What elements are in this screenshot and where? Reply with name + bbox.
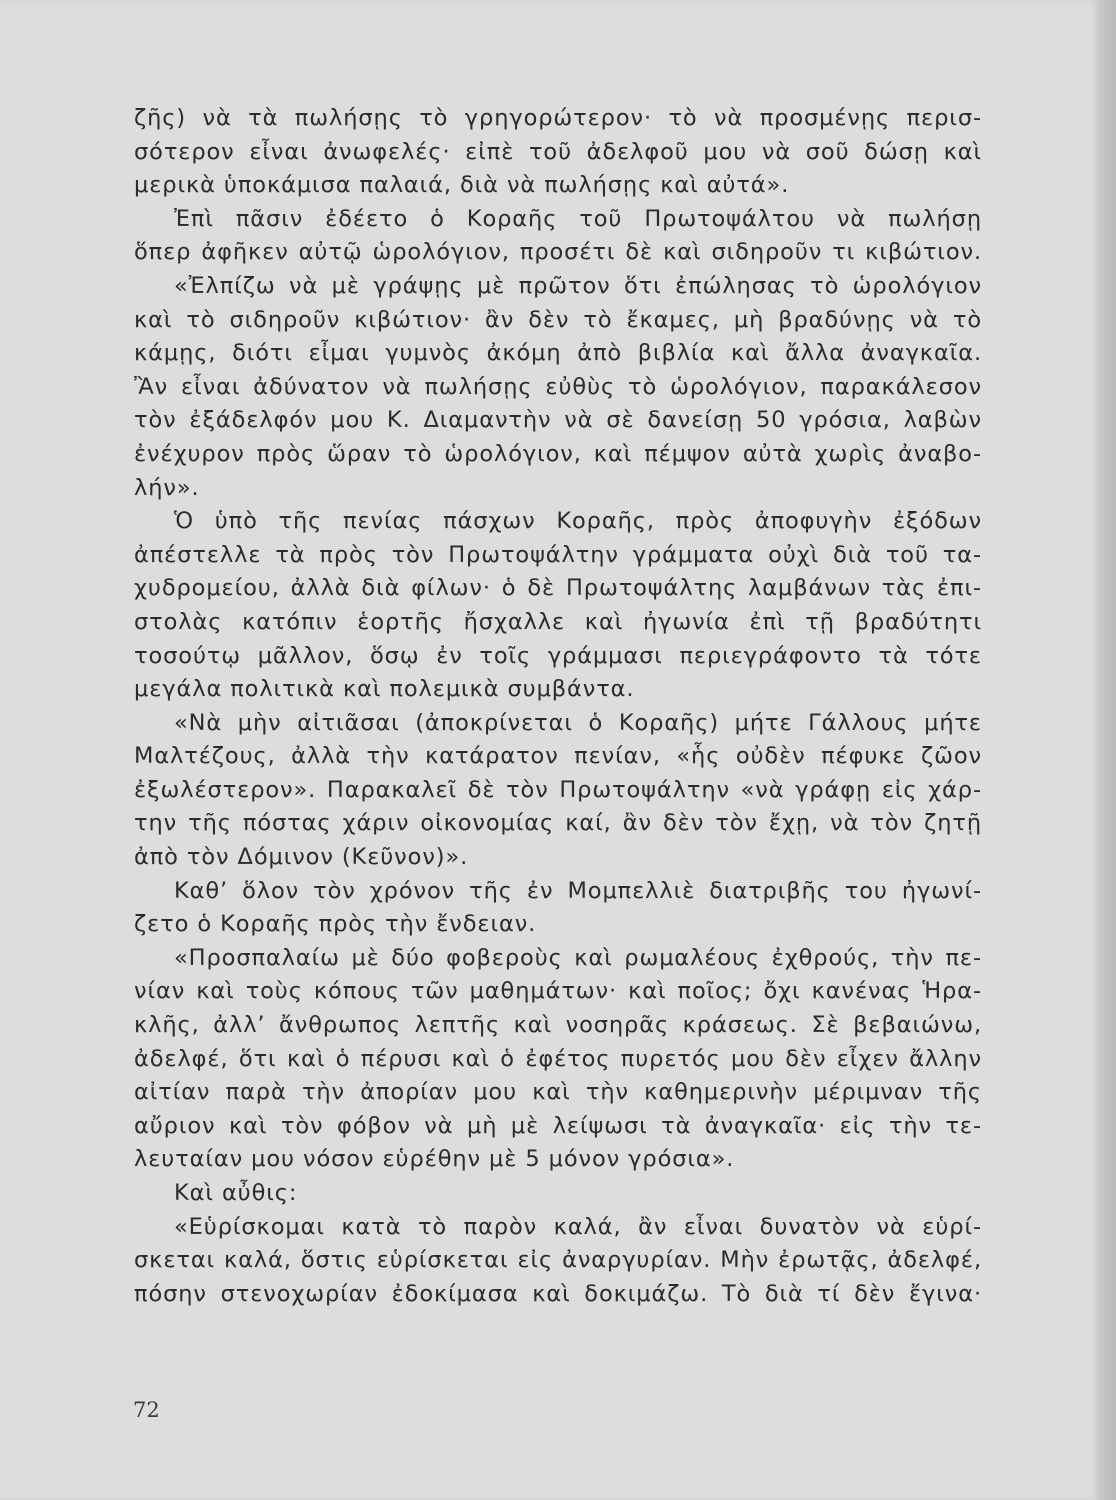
text-line: ἀπὸ τὸν Δόμινον (Κεῦνον)». — [134, 844, 469, 871]
text-line: κάμῃς, διότι εἶμαι γυμνὸς ἀκόμη ἀπὸ βιβλία καὶ ἄλλα ἀναγκαῖα. — [134, 340, 982, 367]
text-line: ζῆς) νὰ τὰ πωλήσῃς τὸ γρηγορώτερον· τὸ νὰ προσμένῃς περισ- — [134, 105, 982, 131]
text-line: Μαλτέζους, ἀλλὰ τὴν κατάρατον πενίαν, «ἧς οὐδὲν πέφυκε ζῶον — [134, 743, 982, 770]
text-line: ὅπερ ἀφῆκεν αὐτῷ ὡρολόγιον, προσέτι δὲ καὶ σιδηροῦν τι κιβώτιον. — [134, 239, 982, 266]
text-line: «Ἐλπίζω νὰ μὲ γράψῃς μὲ πρῶτον ὅτι ἐπώλησας τὸ ὡρολόγιον — [174, 272, 982, 299]
text-line: σότερον εἶναι ἀνωφελές· εἰπὲ τοῦ ἀδελφοῦ μου νὰ σοῦ δώσῃ καὶ — [134, 138, 982, 165]
text-line: καὶ τὸ σιδηροῦν κιβώτιον· ἂν δὲν τὸ ἔκαμες, μὴ βραδύνῃς νὰ τὸ — [134, 306, 982, 333]
text-line: Καθ’ ὅλον τὸν χρόνον τῆς ἐν Μομπελλιὲ διατριβῆς του ἠγωνί- — [174, 877, 982, 904]
text-line: νίαν καὶ τοὺς κόπους τῶν μαθημάτων· καὶ ποῖος; ὄχι κανένας Ἡρα- — [134, 978, 982, 1005]
text-line: μεγάλα πολιτικὰ καὶ πολεμικὰ συμβάντα. — [134, 676, 635, 703]
text-line: Ὁ ὑπὸ τῆς πενίας πάσχων Κοραῆς, πρὸς ἀποφυγὴν ἐξόδων — [174, 508, 982, 535]
page-edge — [1098, 0, 1116, 1500]
body-text — [134, 102, 982, 1311]
page-number: 72 — [133, 1398, 160, 1422]
text-line: πόσην στενοχωρίαν ἐδοκίμασα καὶ δοκιμάζω. Τὸ διὰ τί δὲν ἔγινα· — [134, 1280, 982, 1307]
text-line: λευταίαν μου νόσον εὑρέθην μὲ 5 μόνον γρόσια». — [134, 1146, 735, 1173]
text-line: χυδρομείου, ἀλλὰ διὰ φίλων· ὁ δὲ Πρωτοψάλτης λαμβάνων τὰς ἐπι- — [134, 575, 982, 602]
text-line: την τῆς πόστας χάριν οἰκονομίας καί, ἂν δὲν τὸν ἔχῃ, νὰ τὸν ζητῇ — [134, 810, 982, 837]
text-line: αἰτίαν παρὰ τὴν ἀπορίαν μου καὶ τὴν καθημερινὴν μέριμναν τῆς — [134, 1079, 982, 1106]
text-line: ζετο ὁ Κοραῆς πρὸς τὴν ἔνδειαν. — [134, 911, 537, 938]
text-line: ἐξωλέστερον». Παρακαλεῖ δὲ τὸν Πρωτοψάλτην «νὰ γράφῃ εἰς χάρ- — [134, 776, 982, 803]
text-line: «Νὰ μὴν αἰτιᾶσαι (ἀποκρίνεται ὁ Κοραῆς) μήτε Γάλλους μήτε — [174, 709, 982, 736]
text-line: στολὰς κατόπιν ἑορτῆς ἤσχαλλε καὶ ἠγωνία ἐπὶ τῇ βραδύτητι — [134, 608, 982, 635]
text-line: τὸν ἐξάδελφόν μου Κ. Διαμαντὴν νὰ σὲ δανείσῃ 50 γρόσια, λαβὼν — [134, 407, 982, 434]
text-line: «Εὑρίσκομαι κατὰ τὸ παρὸν καλά, ἂν εἶναι δυνατὸν νὰ εὑρί- — [174, 1213, 982, 1240]
text-line: ἐνέχυρον πρὸς ὥραν τὸ ὡρολόγιον, καὶ πέμψον αὐτὰ χωρὶς ἀναβο- — [134, 440, 982, 467]
text-line: «Προσπαλαίω μὲ δύο φοβεροὺς καὶ ρωμαλέους ἐχθρούς, τὴν πε- — [174, 944, 982, 971]
text-line: κλῆς, ἀλλ’ ἄνθρωπος λεπτῆς καὶ νοσηρᾶς κράσεως. Σὲ βεβαιώνω, — [134, 1012, 982, 1039]
text-line: μερικὰ ὑποκάμισα παλαιά, διὰ νὰ πωλήσῃς καὶ αὐτά». — [134, 172, 790, 199]
text-line: ἀπέστελλε τὰ πρὸς τὸν Πρωτοψάλτην γράμματα οὐχὶ διὰ τοῦ τα- — [134, 541, 982, 568]
text-line: Ἂν εἶναι ἀδύνατον νὰ πωλήσῃς εὐθὺς τὸ ὡρολόγιον, παρακάλεσον — [134, 373, 982, 400]
text-line: λήν». — [134, 474, 200, 501]
text-line: Ἐπὶ πᾶσιν ἐδέετο ὁ Κοραῆς τοῦ Πρωτοψάλτου νὰ πωλήσῃ — [174, 205, 982, 232]
text-line: ἀδελφέ, ὅτι καὶ ὁ πέρυσι καὶ ὁ ἐφέτος πυρετός μου δὲν εἶχεν ἄλλην — [134, 1045, 982, 1072]
text-line: Καὶ αὖθις: — [174, 1180, 298, 1206]
text-line: σκεται καλά, ὅστις εὑρίσκεται εἰς ἀναργυρίαν. Μὴν ἐρωτᾷς, ἀδελφέ, — [134, 1247, 982, 1274]
text-line: τοσούτῳ μᾶλλον, ὅσῳ ἐν τοῖς γράμμασι περιεγράφοντο τὰ τότε — [134, 642, 982, 669]
text-line: αὔριον καὶ τὸν φόβον νὰ μὴ μὲ λείψωσι τὰ ἀναγκαῖα· εἰς τὴν τε- — [134, 1112, 982, 1139]
